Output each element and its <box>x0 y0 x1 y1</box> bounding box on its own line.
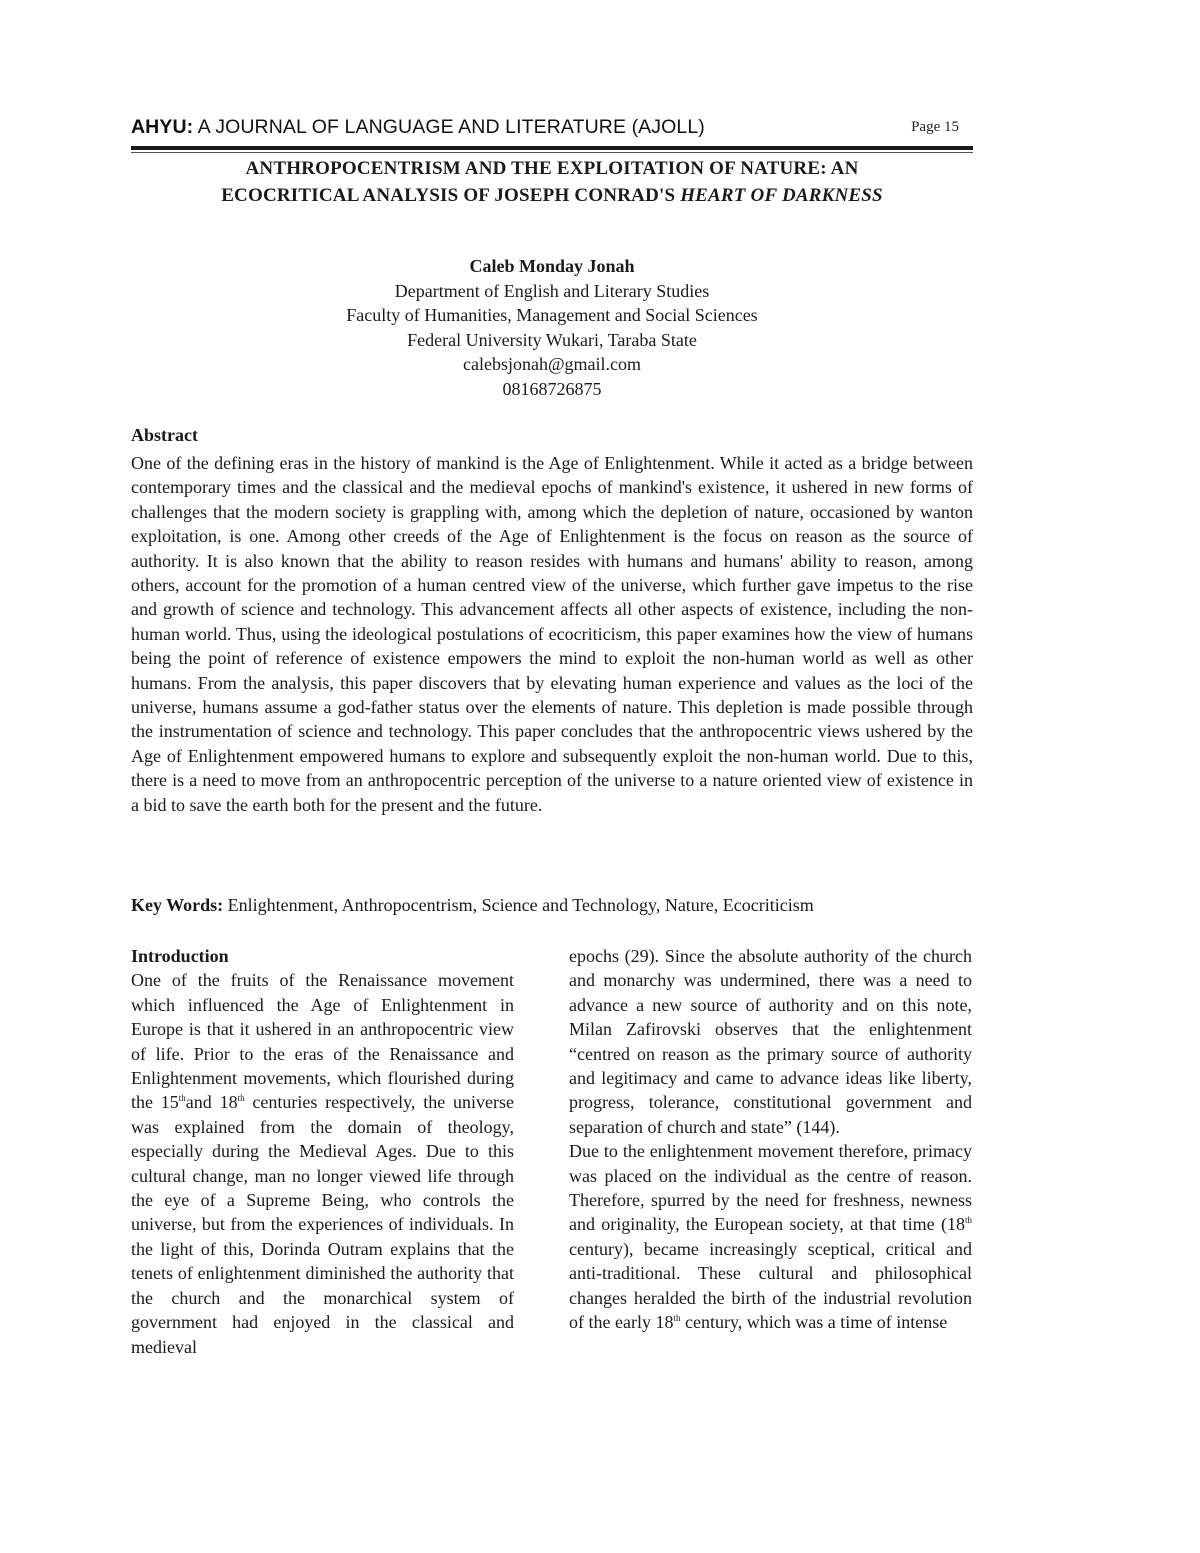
intro-paragraph-1-cont: epochs (29). Since the absolute authority of the church and monarchy was undermined, there was a need to advance a new source of authority and on this note, Milan Zafirovski observes that the enlightenment “centred on reason as the primary source of authority and legitimacy and came to advance ideas like liberty, progress, tolerance, constitutional government and separation of church and state” (144). <box>569 946 972 1137</box>
keywords <box>131 893 973 917</box>
paper-title <box>131 155 973 209</box>
author-university: Federal University Wukari, Taraba State <box>407 329 697 350</box>
author-block <box>131 254 973 401</box>
introduction-heading: Introduction <box>131 946 229 966</box>
intro-paragraph-2: Due to the enlightenment movement therefore, primacy was placed on the individual as the centre of reason. Therefore, spurred by the need for freshness, newness and originality, the European society, at that time (18th century), became increasingly sceptical, critical and anti-traditional. These cultural and philosophical changes heralded the birth of the industrial revolution of the early 18th century, which was a time of intense <box>569 1141 972 1333</box>
author-email[interactable]: calebsjonah@gmail.com <box>462 354 642 374</box>
abstract-heading: Abstract <box>131 425 198 445</box>
journal-title: AHYU: A JOURNAL OF LANGUAGE AND LITERATURE (AJOLL) <box>131 116 705 138</box>
header-rule-thin <box>131 152 973 153</box>
intro-paragraph-1: One of the fruits of the Renaissance movement which influenced the Age of Enlightenment in Europe is that it ushered in an anthropocentric view of life. Prior to the eras of the Renaissance and Enlightenment movements, which flourished during the 15thand 18th centuries respectively, the universe was explained from the domain of theology, especially during the Medieval Ages. Due to this cultural change, man no longer viewed life through the eye of a Supreme Being, who controls the universe, but from the experiences of individuals. In the light of this, Dorinda Outram explains that the tenets of enlightenment diminished the authority that the church and the monarchical system of government had enjoyed in the classical and medieval <box>131 970 514 1357</box>
header-rule-thick <box>131 146 973 150</box>
running-header <box>131 113 973 153</box>
page-number: Page 15 <box>911 119 959 135</box>
title-line-1: ANTHROPOCENTRISM AND THE EXPLOITATION OF NATURE: AN <box>245 158 859 179</box>
column-right <box>569 944 972 1335</box>
keywords-list: Enlightenment, Anthropocentrism, Science and Technology, Nature, Ecocriticism <box>223 895 814 915</box>
author-phone: 08168726875 <box>502 378 602 399</box>
author-department: Department of English and Literary Studies <box>394 280 710 301</box>
author-name: Caleb Monday Jonah <box>469 256 635 276</box>
column-left <box>131 944 514 1359</box>
title-line-2: ECOCRITICAL ANALYSIS OF JOSEPH CONRAD'S HEART OF DARKNESS <box>221 185 883 206</box>
keywords-label: Key Words: <box>131 895 224 915</box>
abstract-text: One of the defining eras in the history of mankind is the Age of Enlightenment. While it acted as a bridge between contemporary times and the classical and the medieval epochs of mankind's existence, it ushered in new forms of challenges that the modern society is grappling with, among which the depletion of nature, occasioned by wanton exploitation, is one. Among other creeds of the Age of Enlightenment is the focus on reason as the source of authority. It is also known that the ability to reason resides with humans and humans' ability to reason, among others, account for the promotion of a human centred view of the universe, which further gave impetus to the rise and growth of science and technology. This advancement affects all other aspects of existence, including the non-human world. Thus, using the ideological postulations of ecocriticism, this paper examines how the view of humans being the point of reference of existence empowers the mind to exploit the non-human world as well as other humans. From the analysis, this paper discovers that by elevating human experience and values as the loci of the universe, humans assume a god-father status over the elements of nature. This depletion is made possible through the instrumentation of science and technology. This paper concludes that the anthropocentric views ushered by the Age of Enlightenment empowered humans to explore and subsequently exploit the non-human world. Due to this, there is a need to move from an anthropocentric perception of the universe to a nature oriented view of existence in a bid to save the earth both for the present and the future. <box>131 453 973 815</box>
author-faculty: Faculty of Humanities, Management and Social Sciences <box>346 305 758 325</box>
